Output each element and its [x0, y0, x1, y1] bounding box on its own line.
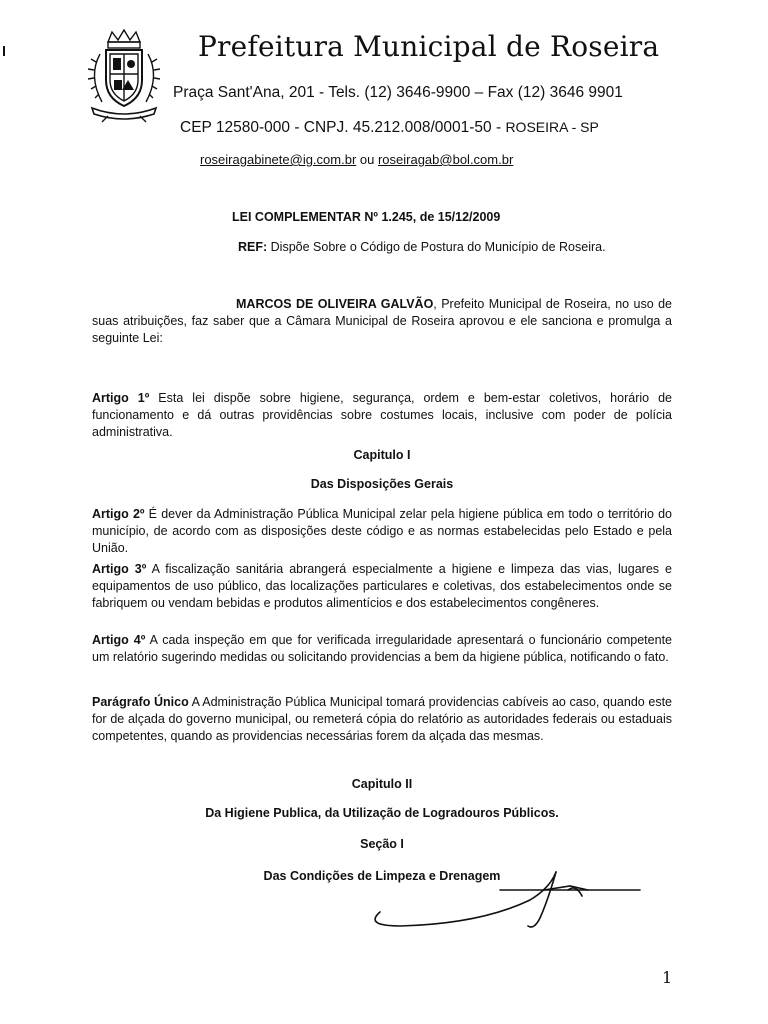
preamble-text: , Prefeito Municipal de Roseira, no uso de suas atribuições, faz saber que a Câmara Municipal de Roseira aprovou e ele sanciona e promulga a seguinte Lei: — [92, 297, 672, 345]
page-number: 1 — [662, 968, 673, 987]
chapter-1-title: Capitulo I — [353, 448, 411, 462]
article-4-label: Artigo 4º — [92, 633, 146, 647]
chapter-2-subtitle: Da Higiene Publica, da Utilização de Logradouros Públicos. — [205, 806, 559, 820]
chapter-2-title: Capitulo II — [351, 777, 413, 791]
law-title: LEI COMPLEMENTAR Nº 1.245, de 15/12/2009 — [232, 210, 501, 224]
article-1-label: Artigo 1º — [92, 391, 150, 405]
chapter-1-subtitle: Das Disposições Gerais — [310, 477, 454, 491]
article-3-label: Artigo 3º — [92, 562, 147, 576]
article-4-text: A cada inspeção em que for verificada irregularidade apresentará o funcionário competente um relatório sugerindo medidas ou solicitando providencias a bem da higiene pública, notificando o fato. — [92, 633, 672, 664]
mayor-name: MARCOS DE OLIVEIRA GALVÃO — [236, 297, 434, 311]
email-gabinete-link[interactable]: roseiragabinete@ig.com.br — [200, 152, 357, 167]
article-2 — [92, 506, 672, 557]
article-2-text: É dever da Administração Pública Municipal zelar pela higiene pública em todo o território do município, de acordo com as disposições deste código e as normas estabelecidas pelo Estado e pela União. — [92, 507, 672, 555]
paragrafo-label: Parágrafo Único — [92, 695, 189, 709]
handwritten-signature — [360, 860, 650, 940]
email-separator: ou — [356, 152, 378, 167]
ref-text: Dispõe Sobre o Código de Postura do Município de Roseira. — [267, 240, 606, 254]
section-1-title: Seção I — [360, 837, 404, 851]
scan-margin-mark — [3, 46, 5, 56]
header-address: Praça Sant'Ana, 201 - Tels. (12) 3646-9900 – Fax (12) 3646 9901 — [173, 84, 623, 101]
section-1-subtitle: Das Condições de Limpeza e Drenagem — [263, 869, 501, 883]
preamble — [92, 296, 672, 347]
paragrafo-unico — [92, 694, 672, 745]
cep-cnpj-text: CEP 12580-000 - CNPJ. 45.212.008/0001-50 - — [180, 119, 506, 136]
city-title: Prefeitura Municipal de Roseira — [198, 30, 660, 63]
paragrafo-text: A Administração Pública Municipal tomará providencias cabíveis ao caso, quando este for de alçada do governo municipal, ou remeterá cópia do relatório as autoridades federais ou estaduais competentes, quando as providencias necessárias forem da alçada das mesmas. — [92, 695, 672, 743]
header-cep-cnpj — [180, 119, 599, 137]
header-emails — [200, 152, 513, 167]
municipal-crest-icon — [78, 28, 170, 124]
article-3-text: A fiscalização sanitária abrangerá especialmente a higiene e limpeza das vias, lugares e equipamentos de uso público, das localizações particulares e coletivas, dos estabelecimentos onde se fabriquem ou vendam bebidas e produtos alimentícios e dos estabelecimentos congêneres. — [92, 562, 672, 610]
ref-label: REF: — [238, 240, 268, 254]
law-ref — [238, 240, 606, 254]
article-1 — [92, 390, 672, 441]
article-2-label: Artigo 2º — [92, 507, 145, 521]
city-state: ROSEIRA - SP — [505, 119, 599, 135]
email-gab-link[interactable]: roseiragab@bol.com.br — [377, 152, 514, 167]
article-4 — [92, 632, 672, 666]
article-3 — [92, 561, 672, 612]
article-1-text: Esta lei dispõe sobre higiene, segurança, ordem e bem-estar coletivos, horário de funcionamento e dá outras providências sobre costumes locais, inclusive com poder de polícia administrativa. — [92, 391, 672, 439]
